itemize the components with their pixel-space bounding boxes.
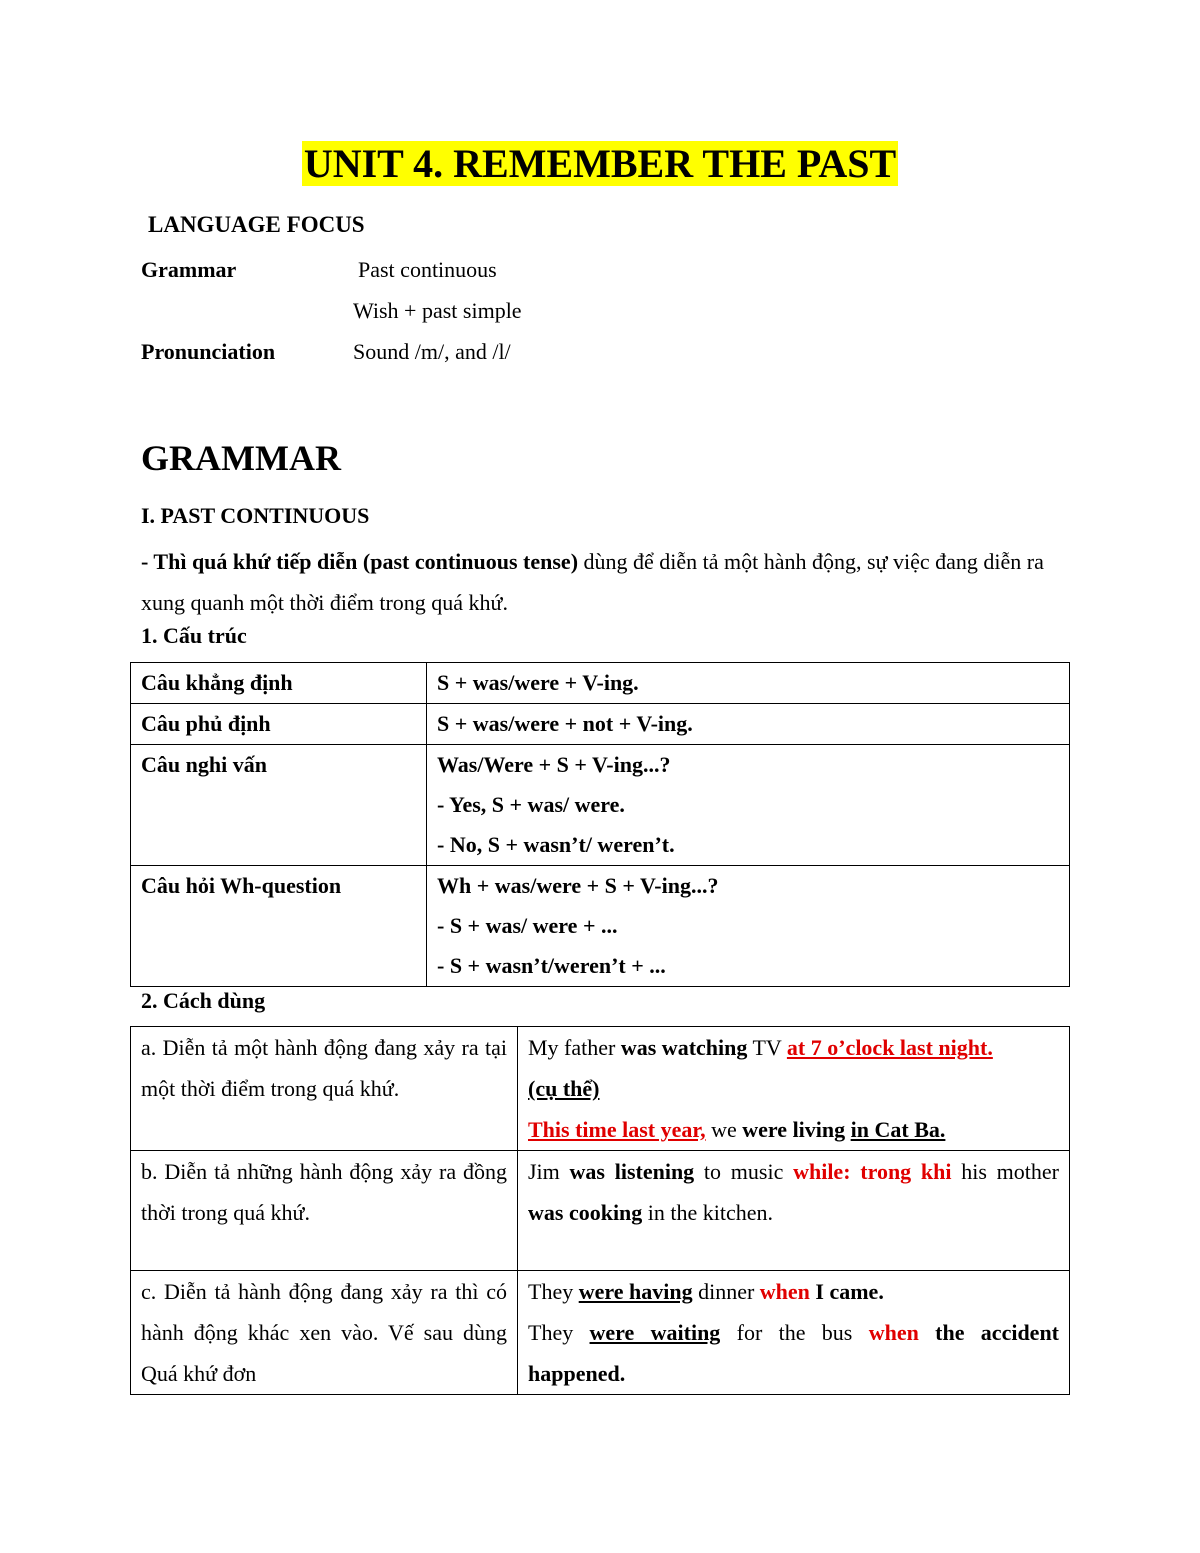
- section-heading-past-continuous: I. PAST CONTINUOUS: [141, 503, 370, 528]
- pronunciation-label: Pronunciation: [141, 339, 276, 364]
- structure-label: Câu hỏi Wh-question: [131, 866, 427, 987]
- usage-example: Jim was listening to music while: trong khi his mother was cooking in the kitchen.: [518, 1151, 1070, 1271]
- structure-label: Câu phủ định: [131, 704, 427, 745]
- pronunciation-item: Sound /m/, and /l/: [353, 339, 511, 364]
- structure-formula: Was/Were + S + V-ing...? - Yes, S + was/ were. - No, S + wasn’t/ weren’t.: [427, 745, 1070, 866]
- page-title: UNIT 4. REMEMBER THE PAST: [303, 141, 897, 186]
- usage-description: c. Diễn tả hành động đang xảy ra thì có hành động khác xen vào. Vế sau dùng Quá khứ đơn: [131, 1271, 518, 1395]
- table-row: [131, 1027, 1070, 1151]
- table-row: [131, 1271, 1070, 1395]
- usage-description: a. Diễn tả một hành động đang xảy ra tại một thời điểm trong quá khứ.: [131, 1027, 518, 1151]
- grammar-label: Grammar: [141, 257, 237, 282]
- usage-heading: 2. Cách dùng: [141, 988, 266, 1013]
- structure-formula: S + was/were + V-ing.: [427, 663, 1070, 704]
- usage-description: b. Diễn tả những hành động xảy ra đồng thời trong quá khứ.: [131, 1151, 518, 1271]
- table-row: [131, 745, 1070, 866]
- table-row: [131, 866, 1070, 987]
- structure-table: [130, 662, 1070, 987]
- grammar-heading: GRAMMAR: [141, 438, 341, 478]
- usage-example: They were having dinner when I came. They were waiting for the bus when the accident happened.: [518, 1271, 1070, 1395]
- grammar-item-1: Past continuous: [358, 257, 497, 282]
- table-row: [131, 1151, 1070, 1271]
- structure-formula: S + was/were + not + V-ing.: [427, 704, 1070, 745]
- table-row: [131, 704, 1070, 745]
- intro-rest: dùng để diễn tả một hành động, sự việc đang diễn ra xung quanh một thời điểm trong quá khứ.: [141, 549, 1044, 615]
- structure-formula: Wh + was/were + S + V-ing...? - S + was/ were + ... - S + wasn’t/weren’t + ...: [427, 866, 1070, 987]
- language-focus-heading: LANGUAGE FOCUS: [148, 212, 365, 237]
- structure-label: Câu khẳng định: [131, 663, 427, 704]
- structure-heading: 1. Cấu trúc: [141, 623, 247, 648]
- table-row: [131, 663, 1070, 704]
- usage-example: My father was watching TV at 7 o’clock last night. (cụ thể) This time last year, we were living in Cat Ba.: [518, 1027, 1070, 1151]
- grammar-item-2: Wish + past simple: [353, 298, 522, 323]
- usage-table: [130, 1026, 1070, 1395]
- intro-paragraph: [141, 541, 1071, 623]
- structure-label: Câu nghi vấn: [131, 745, 427, 866]
- intro-bold: - Thì quá khứ tiếp diễn (past continuous tense): [141, 549, 579, 574]
